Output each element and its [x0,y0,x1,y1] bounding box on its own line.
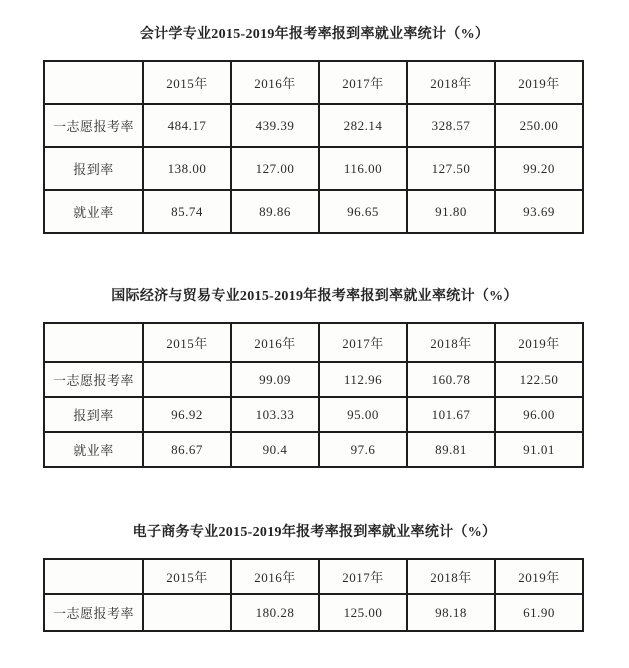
year-header: 2016年 [231,559,319,594]
year-header: 2017年 [319,559,407,594]
year-header: 2018年 [407,323,495,362]
value-cell: 250.00 [495,104,583,147]
year-header: 2019年 [495,559,583,594]
corner-cell [44,61,143,104]
year-header: 2018年 [407,559,495,594]
year-header: 2019年 [495,61,583,104]
value-cell: 93.69 [495,190,583,233]
value-cell: 96.92 [143,397,231,432]
value-cell: 99.09 [231,362,319,397]
row-label: 报到率 [44,147,143,190]
value-cell: 99.20 [495,147,583,190]
year-header: 2015年 [143,61,231,104]
value-cell: 97.6 [319,432,407,467]
table-row [44,362,583,397]
value-cell: 484.17 [143,104,231,147]
value-cell: 160.78 [407,362,495,397]
year-header: 2018年 [407,61,495,104]
value-cell: 103.33 [231,397,319,432]
table-title: 国际经济与贸易专业2015-2019年报考率报到率就业率统计（%） [111,289,518,304]
value-cell: 122.50 [495,362,583,397]
value-cell: 180.28 [231,594,319,631]
header-row [44,323,583,362]
table-section [0,288,629,468]
value-cell: 138.00 [143,147,231,190]
table-row [44,147,583,190]
corner-cell [44,323,143,362]
year-header: 2017年 [319,323,407,362]
value-cell: 89.81 [407,432,495,467]
value-cell: 282.14 [319,104,407,147]
value-cell [143,594,231,631]
row-label: 一志愿报考率 [44,594,143,631]
year-header: 2015年 [143,323,231,362]
value-cell: 96.65 [319,190,407,233]
value-cell: 86.67 [143,432,231,467]
header-row [44,61,583,104]
statistics-table [43,558,584,632]
statistics-table [43,322,584,468]
year-header: 2016年 [231,323,319,362]
table-row [44,397,583,432]
value-cell: 127.00 [231,147,319,190]
value-cell: 89.86 [231,190,319,233]
table-row [44,594,583,631]
value-cell: 85.74 [143,190,231,233]
header-row [44,559,583,594]
year-header: 2016年 [231,61,319,104]
value-cell: 101.67 [407,397,495,432]
value-cell [143,362,231,397]
year-header: 2019年 [495,323,583,362]
statistics-table [43,60,584,234]
table-section [0,26,629,234]
value-cell: 98.18 [407,594,495,631]
value-cell: 125.00 [319,594,407,631]
row-label: 一志愿报考率 [44,362,143,397]
year-header: 2017年 [319,61,407,104]
value-cell: 127.50 [407,147,495,190]
value-cell: 95.00 [319,397,407,432]
value-cell: 61.90 [495,594,583,631]
value-cell: 96.00 [495,397,583,432]
year-header: 2015年 [143,559,231,594]
table-row [44,432,583,467]
table-title: 电子商务专业2015-2019年报考率报到率就业率统计（%） [132,525,497,540]
row-label: 就业率 [44,432,143,467]
value-cell: 328.57 [407,104,495,147]
table-section [0,524,629,632]
row-label: 一志愿报考率 [44,104,143,147]
value-cell: 116.00 [319,147,407,190]
value-cell: 91.80 [407,190,495,233]
value-cell: 90.4 [231,432,319,467]
row-label: 就业率 [44,190,143,233]
row-label: 报到率 [44,397,143,432]
corner-cell [44,559,143,594]
value-cell: 439.39 [231,104,319,147]
table-row [44,104,583,147]
value-cell: 91.01 [495,432,583,467]
value-cell: 112.96 [319,362,407,397]
table-title: 会计学专业2015-2019年报考率报到率就业率统计（%） [139,27,490,42]
table-row [44,190,583,233]
